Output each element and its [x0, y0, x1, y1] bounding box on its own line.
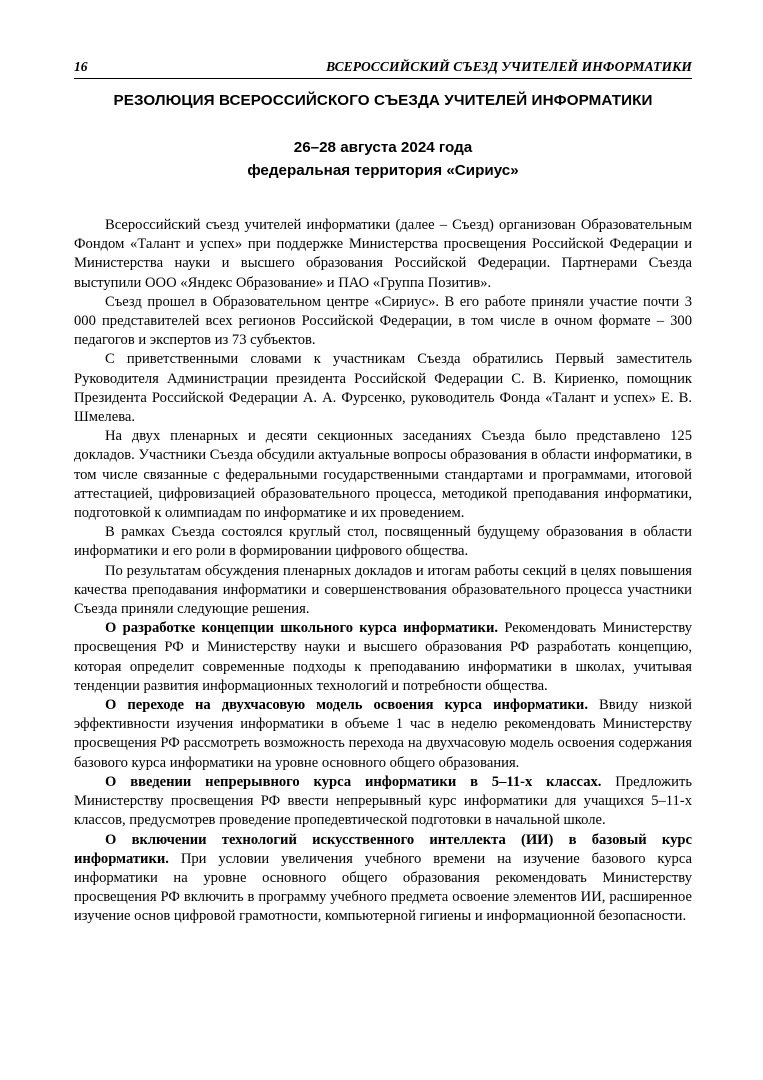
- paragraph-round-table: [74, 523, 692, 561]
- journal-title: ВСЕРОССИЙСКИЙ СЪЕЗД УЧИТЕЛЕЙ ИНФОРМАТИКИ: [326, 59, 692, 74]
- running-header: [74, 58, 692, 79]
- resolution-heading: О разработке концепции школьного курса информатики.: [105, 620, 499, 637]
- resolution-text: Ввиду низкой эффективности изучения информатики в объеме 1 час в неделю рекомендовать Министерству просвещения РФ рассмотреть возможность перехода на двухчасовую модель освоения содержания базового курса информатики на уровне основного общего образования.: [74, 697, 692, 771]
- document-body: [74, 216, 692, 927]
- resolution-text: Предложить Министерству просвещения РФ ввести непрерывный курс информатики для учащихся 5–11-х классов, предусмотрев проведение пропедевтической подготовки в начальной школе.: [74, 773, 692, 829]
- document-title: РЕЗОЛЮЦИЯ ВСЕРОССИЙСКОГО СЪЕЗДА УЧИТЕЛЕЙ ИНФОРМАТИКИ: [113, 92, 653, 109]
- paragraph-venue: [74, 293, 692, 351]
- paragraph-text: С приветственными словами к участникам Съезда обратились Первый заместитель Руководителя Администрации президента Российской Федерации С. В. Кириенко, помощник Президента Российской Федерации А. А. Фурсенко, руководитель Фонда «Талант и успех» Е. В. Шмелева.: [74, 351, 692, 426]
- paragraph-intro: [74, 216, 692, 293]
- paragraph-text: Всероссийский съезд учителей информатики (далее – Съезд) организован Образовательным Фондом «Талант и успех» при поддержке Министерства просвещения Российской Федерации и Министерства науки и высшего образования Российской Федерации. Партнерами Съезда выступили ООО «Яндекс Образование» и ПАО «Группа Позитив».: [74, 217, 692, 291]
- resolution-ai: [74, 831, 692, 927]
- paragraph-sessions: [74, 427, 692, 523]
- resolution-two-hour-model: [74, 696, 692, 773]
- event-place: федеральная территория «Сириус»: [247, 162, 519, 179]
- paragraph-decisions: [74, 562, 692, 620]
- resolution-text: При условии увеличения учебного времени на изучение базового курса информатики на уровне основного общего образования рекомендовать Министерству просвещения РФ включить в программу учебного предмета освоение элементов ИИ, расширенное изучение основ цифровой грамотности, компьютерной гигиены и информационной безопасности.: [74, 850, 692, 925]
- paragraph-greetings: [74, 350, 692, 427]
- resolution-continuous-course: [74, 773, 692, 831]
- paragraph-text: В рамках Съезда состоялся круглый стол, посвященный будущему образования в области информатики и его роли в формировании цифрового общества.: [74, 524, 692, 560]
- page-number: 16: [74, 59, 88, 74]
- paragraph-text: На двух пленарных и десяти секционных заседаниях Съезда было представлено 125 докладов. Участники Съезда обсудили актуальные вопросы образования в области информатики, в том числе связанные с федеральными государственными стандартами и программами, итоговой аттестацией, цифровизацией образовательного процесса, методикой преподавания информатики, подготовкой к олимпиадам по информатике и их проведением.: [74, 428, 692, 522]
- paragraph-text: По результатам обсуждения пленарных докладов и итогам работы секций в целях повышения качества преподавания информатики и совершенствования образовательного процесса участники Съезда приняли следующие решения.: [74, 562, 692, 618]
- resolution-text: Рекомендовать Министерству просвещения РФ и Министерству науки и высшего образования РФ разработать концепцию, которая определит современные подходы к преподаванию информатики в школах, учитывая тенденции развития информационных технологий и потребности общества.: [74, 620, 693, 694]
- resolution-heading: О введении непрерывного курса информатики в 5–11-х классах.: [105, 773, 602, 790]
- paragraph-text: Съезд прошел в Образовательном центре «Сириус». В его работе приняли участие почти 3 000 представителей всех регионов Российской Федерации, в том числе в очном формате – 300 педагогов и экспертов из 73 субъектов.: [74, 293, 692, 349]
- resolution-heading: О включении технологий искусственного интеллекта (ИИ) в базовый курс информатики.: [74, 831, 692, 867]
- document-subtitle: [74, 136, 692, 182]
- resolution-concept: [74, 619, 692, 696]
- event-dates: 26–28 августа 2024 года: [293, 139, 473, 156]
- resolution-heading: О переходе на двухчасовую модель освоения курса информатики.: [105, 697, 588, 714]
